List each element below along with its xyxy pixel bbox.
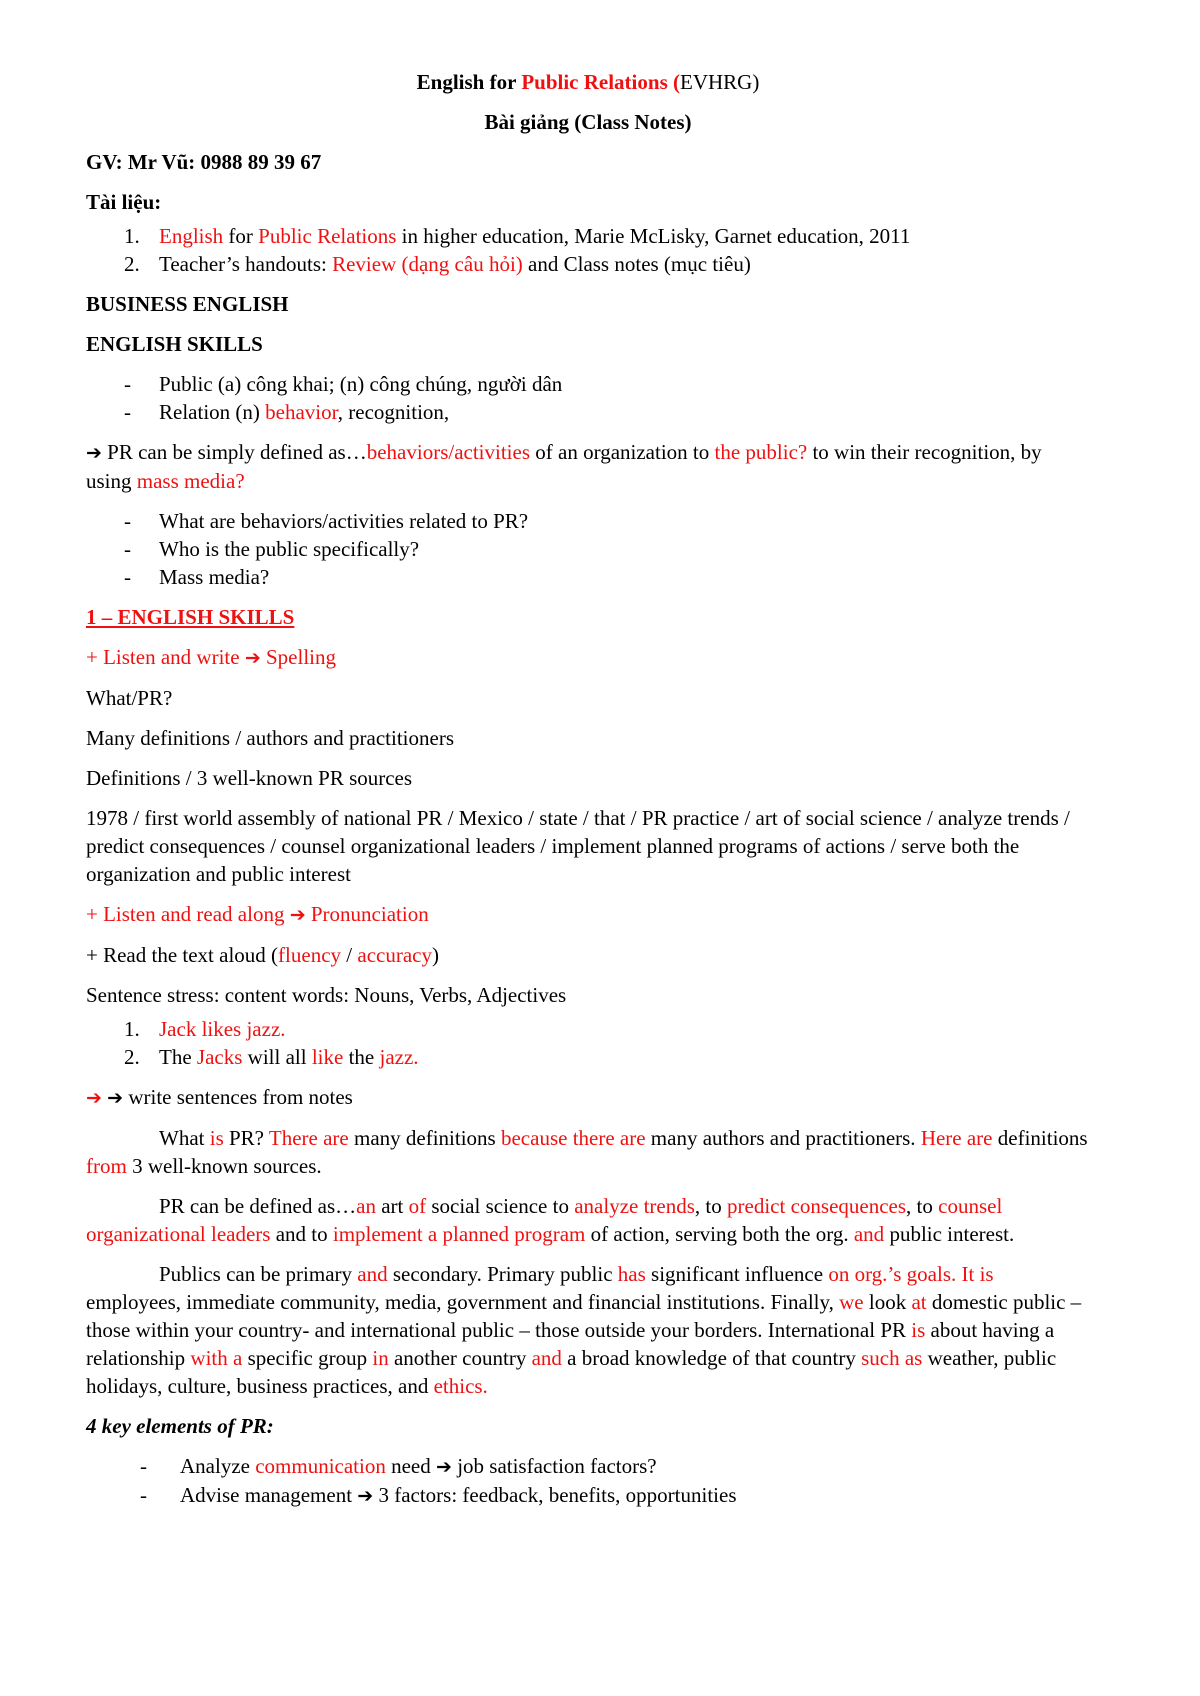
arrow-right-icon: ➔ bbox=[86, 1087, 102, 1109]
text-run: has bbox=[617, 1262, 646, 1286]
list-item bbox=[86, 1452, 1090, 1481]
notes-1978: 1978 / first world assembly of national PR / Mexico / state / that / PR practice / art of social science / analyze trends / predict consequences / counsel organizational leaders / implement planned programs of actions / serve both the organization and public interest bbox=[86, 806, 1070, 886]
text-run: accuracy bbox=[357, 943, 432, 967]
text-run: specific group bbox=[242, 1346, 373, 1370]
bullet-dash: - bbox=[124, 537, 131, 561]
bullet-dash: - bbox=[124, 372, 131, 396]
text-run: and bbox=[853, 1222, 885, 1246]
document-title bbox=[86, 68, 1090, 96]
text-run: secondary. Primary public bbox=[387, 1262, 618, 1286]
bullet-dash: - bbox=[124, 509, 131, 533]
text-run: ) bbox=[431, 943, 439, 967]
text-run: mass media? bbox=[136, 469, 245, 493]
text-run: Here are bbox=[920, 1126, 993, 1150]
write-sentences-line bbox=[86, 1083, 1090, 1112]
text-run: Spelling bbox=[260, 645, 336, 669]
text-run: many authors and practitioners. bbox=[645, 1126, 921, 1150]
list-number: 1. bbox=[124, 224, 140, 248]
list-item bbox=[86, 507, 1090, 535]
text-run: and to bbox=[270, 1222, 333, 1246]
text-run: need bbox=[385, 1454, 437, 1478]
section-heading-english-skills: 1 – ENGLISH SKILLS bbox=[86, 605, 295, 629]
text-run: of an organization to bbox=[530, 440, 715, 464]
text-run: There are bbox=[268, 1126, 349, 1150]
vocab-list bbox=[86, 370, 1090, 426]
bullet-dash: - bbox=[140, 1454, 147, 1478]
text-run: on org.’s goals. It is bbox=[828, 1262, 994, 1286]
text-run: communication bbox=[255, 1454, 386, 1478]
title-part: ( bbox=[667, 70, 680, 94]
listen-read-line bbox=[86, 900, 1090, 929]
document-subtitle: Bài giảng (Class Notes) bbox=[484, 110, 692, 134]
text-run: Mass media? bbox=[159, 565, 270, 589]
questions-list bbox=[86, 507, 1090, 591]
text-run: write sentences from notes bbox=[123, 1085, 353, 1109]
bullet-dash: - bbox=[140, 1483, 147, 1507]
text-run: What bbox=[159, 1126, 210, 1150]
teacher-info: GV: Mr Vũ: 0988 89 39 67 bbox=[86, 150, 322, 174]
list-item bbox=[86, 370, 1090, 398]
arrow-right-icon: ➔ bbox=[289, 904, 306, 926]
text-run: we bbox=[839, 1290, 864, 1314]
text-run: The bbox=[159, 1045, 197, 1069]
list-number: 2. bbox=[124, 252, 140, 276]
text-run: employees, immediate community, media, government and financial institutions. Finally, bbox=[86, 1290, 840, 1314]
text-run: in bbox=[372, 1346, 389, 1370]
text-run: + Listen and read along bbox=[86, 902, 290, 926]
text-run: public interest. bbox=[884, 1222, 1015, 1246]
text-run: and Class notes (mục tiêu) bbox=[522, 252, 751, 276]
text-run: behavior bbox=[265, 400, 338, 424]
text-run: counsel organizational leaders bbox=[86, 1194, 1003, 1246]
list-item bbox=[86, 535, 1090, 563]
text-run: / bbox=[341, 943, 358, 967]
text-run: PR can be simply defined as… bbox=[101, 440, 367, 464]
text-run: PR? bbox=[223, 1126, 269, 1150]
text-run: many definitions bbox=[348, 1126, 501, 1150]
list-number: 1. bbox=[124, 1017, 140, 1041]
list-item bbox=[86, 222, 1090, 250]
paragraph-publics bbox=[86, 1260, 1090, 1400]
text-run: a broad knowledge of that country bbox=[561, 1346, 862, 1370]
text-run: Who is the public specifically? bbox=[159, 537, 420, 561]
text-run: an bbox=[356, 1194, 376, 1218]
paragraph-what-is-pr bbox=[86, 1124, 1090, 1180]
definitions-sources-line: Definitions / 3 well-known PR sources bbox=[86, 766, 413, 790]
text-run: from bbox=[86, 1154, 127, 1178]
elements-list bbox=[86, 1452, 1090, 1510]
sentence-stress-line: Sentence stress: content words: Nouns, Verbs, Adjectives bbox=[86, 983, 567, 1007]
arrow-right-icon: ➔ bbox=[107, 1087, 124, 1109]
text-run: predict consequences bbox=[727, 1194, 907, 1218]
list-item bbox=[86, 1043, 1090, 1071]
text-run: for bbox=[223, 224, 259, 248]
text-run: 3 well-known sources. bbox=[126, 1154, 322, 1178]
list-item bbox=[86, 563, 1090, 591]
listen-write-line bbox=[86, 643, 1090, 672]
text-run: What are behaviors/activities related to PR? bbox=[159, 509, 529, 533]
materials-list bbox=[86, 222, 1090, 278]
text-run: Teacher’s handouts: bbox=[159, 252, 333, 276]
text-run: Pronunciation bbox=[305, 902, 429, 926]
arrow-right-icon: ➔ bbox=[436, 1456, 452, 1478]
text-run: with a bbox=[190, 1346, 243, 1370]
text-run: weather, public holidays, culture, business practices, and bbox=[86, 1346, 1057, 1398]
text-run: like bbox=[311, 1045, 344, 1069]
title-part: EVHRG) bbox=[680, 70, 760, 94]
text-run: of bbox=[408, 1194, 427, 1218]
text-run: social science to bbox=[426, 1194, 575, 1218]
arrow-right-icon: ➔ bbox=[357, 1485, 374, 1507]
text-run: of action, serving both the org. bbox=[585, 1222, 854, 1246]
arrow-right-icon: ➔ bbox=[86, 442, 102, 464]
text-run: and bbox=[531, 1346, 562, 1370]
text-run: Public (a) công khai; (n) công chúng, người dân bbox=[159, 372, 563, 396]
text-run: , to bbox=[906, 1194, 939, 1218]
list-item bbox=[86, 398, 1090, 426]
text-run: PR can be defined as… bbox=[159, 1194, 357, 1218]
text-run: behaviors/activities bbox=[366, 440, 531, 464]
text-run: job satisfaction factors? bbox=[451, 1454, 657, 1478]
text-run: Jacks bbox=[196, 1045, 243, 1069]
materials-label: Tài liệu: bbox=[86, 190, 162, 214]
text-run: English bbox=[159, 224, 224, 248]
arrow-right-icon: ➔ bbox=[244, 647, 261, 669]
text-run: , recognition, bbox=[337, 400, 450, 424]
list-item bbox=[86, 1481, 1090, 1510]
text-run: domestic public – those within your country- and international public – those outside your borders. International PR bbox=[86, 1290, 1082, 1342]
text-run: another country bbox=[388, 1346, 532, 1370]
text-run: to win their recognition, by using bbox=[86, 440, 1042, 493]
text-run: ethics. bbox=[433, 1374, 488, 1398]
text-run: is bbox=[911, 1318, 926, 1342]
text-run: Jack likes jazz. bbox=[159, 1017, 286, 1041]
text-run: will all bbox=[242, 1045, 312, 1069]
text-run: significant influence bbox=[645, 1262, 829, 1286]
bullet-dash: - bbox=[124, 565, 131, 589]
text-run: Relation (n) bbox=[159, 400, 266, 424]
list-item bbox=[86, 250, 1090, 278]
text-run: art bbox=[375, 1194, 409, 1218]
text-run: Review (dạng câu hỏi) bbox=[332, 252, 523, 276]
text-run: Analyze bbox=[180, 1454, 256, 1478]
text-run: Public Relations bbox=[258, 224, 397, 248]
pr-definition bbox=[86, 438, 1090, 495]
text-run: at bbox=[911, 1290, 927, 1314]
text-run: 3 factors: feedback, benefits, opportunities bbox=[373, 1483, 737, 1507]
examples-list bbox=[86, 1015, 1090, 1071]
heading-english-skills: ENGLISH SKILLS bbox=[86, 332, 263, 356]
title-part: Public Relations bbox=[521, 70, 668, 94]
text-run: + Listen and write bbox=[86, 645, 245, 669]
list-item bbox=[86, 1015, 1090, 1043]
list-number: 2. bbox=[124, 1045, 140, 1069]
text-run: the public? bbox=[714, 440, 808, 464]
text-run: Advise management bbox=[180, 1483, 358, 1507]
what-pr-line: What/PR? bbox=[86, 686, 173, 710]
text-run: jazz. bbox=[379, 1045, 419, 1069]
text-run: + Read the text aloud ( bbox=[86, 943, 279, 967]
many-definitions-line: Many definitions / authors and practitioners bbox=[86, 726, 455, 750]
text-run: implement a planned program bbox=[332, 1222, 586, 1246]
text-run: is bbox=[209, 1126, 224, 1150]
text-run: the bbox=[343, 1045, 380, 1069]
title-part: English for bbox=[416, 70, 522, 94]
text-run: analyze trends bbox=[574, 1194, 695, 1218]
text-run: because there are bbox=[500, 1126, 646, 1150]
text-run: about having a relationship bbox=[86, 1318, 1055, 1370]
heading-business-english: BUSINESS ENGLISH bbox=[86, 292, 289, 316]
paragraph-pr-defined bbox=[86, 1192, 1090, 1248]
text-run: such as bbox=[861, 1346, 923, 1370]
read-aloud-line bbox=[86, 941, 1090, 969]
key-elements-heading: 4 key elements of PR: bbox=[86, 1414, 274, 1438]
text-run: , to bbox=[694, 1194, 728, 1218]
text-run: in higher education, Marie McLisky, Garnet education, 2011 bbox=[396, 224, 911, 248]
text-run: fluency bbox=[278, 943, 342, 967]
text-run: definitions bbox=[992, 1126, 1088, 1150]
text-run: Publics can be primary bbox=[159, 1262, 358, 1286]
text-run: and bbox=[357, 1262, 388, 1286]
bullet-dash: - bbox=[124, 400, 131, 424]
text-run: look bbox=[863, 1290, 912, 1314]
